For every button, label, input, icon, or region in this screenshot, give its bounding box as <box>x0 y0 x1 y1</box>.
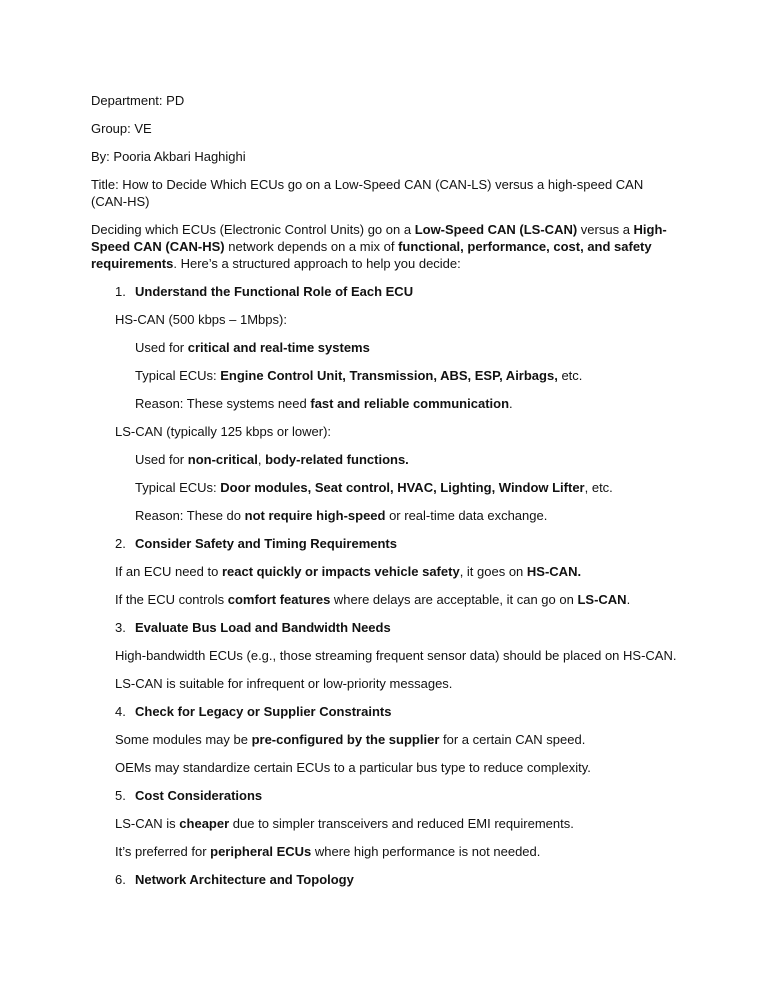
hs-can-reason: Reason: These systems need fast and reliable communication. <box>135 396 513 411</box>
section-4-paragraph-2: OEMs may standardize certain ECUs to a particular bus type to reduce complexity. <box>115 760 591 775</box>
section-2-heading: 2. Consider Safety and Timing Requirements <box>115 536 397 551</box>
ls-can-reason: Reason: These do not require high-speed or real-time data exchange. <box>135 508 548 523</box>
section-3-heading: 3. Evaluate Bus Load and Bandwidth Needs <box>115 620 391 635</box>
author-line: By: Pooria Akbari Haghighi <box>91 149 246 164</box>
section-5-paragraph-1: LS-CAN is cheaper due to simpler transceivers and reduced EMI requirements. <box>115 816 574 831</box>
ls-can-used-for: Used for non-critical, body-related functions. <box>135 452 409 467</box>
section-4-heading: 4. Check for Legacy or Supplier Constraints <box>115 704 392 719</box>
ls-can-typical-ecus: Typical ECUs: Door modules, Seat control, HVAC, Lighting, Window Lifter, etc. <box>135 480 613 495</box>
section-5-paragraph-2: It’s preferred for peripheral ECUs where high performance is not needed. <box>115 844 541 859</box>
hs-can-typical-ecus: Typical ECUs: Engine Control Unit, Transmission, ABS, ESP, Airbags, etc. <box>135 368 583 383</box>
hs-can-used-for: Used for critical and real-time systems <box>135 340 370 355</box>
intro-paragraph: Deciding which ECUs (Electronic Control Units) go on a Low-Speed CAN (LS-CAN) versus a High-Speed CAN (CAN-HS) network depends on a mix of functional, performance, cost, and safety requirements. Here’s a structured approach to help you decide: <box>91 222 667 271</box>
section-3-paragraph-1: High-bandwidth ECUs (e.g., those streaming frequent sensor data) should be placed on HS-CAN. <box>115 648 677 663</box>
ls-can-label: LS-CAN (typically 125 kbps or lower): <box>115 424 332 439</box>
section-1-heading: 1. Understand the Functional Role of Each ECU <box>115 284 414 299</box>
hs-can-label: HS-CAN (500 kbps – 1Mbps): <box>115 312 287 327</box>
section-3-paragraph-2: LS-CAN is suitable for infrequent or low-priority messages. <box>115 676 453 691</box>
department-line: Department: PD <box>91 93 185 108</box>
document-page <box>91 92 681 899</box>
section-6-heading: 6. Network Architecture and Topology <box>115 872 354 887</box>
group-line: Group: VE <box>91 121 152 136</box>
section-2-paragraph-2: If the ECU controls comfort features where delays are acceptable, it can go on LS-CAN. <box>115 592 631 607</box>
section-5-heading: 5. Cost Considerations <box>115 788 263 803</box>
section-2-paragraph-1: If an ECU need to react quickly or impacts vehicle safety, it goes on HS-CAN. <box>115 564 582 579</box>
title-line: Title: How to Decide Which ECUs go on a Low-Speed CAN (CAN-LS) versus a high-speed CAN (CAN-HS) <box>91 177 644 209</box>
section-4-paragraph-1: Some modules may be pre-configured by the supplier for a certain CAN speed. <box>115 732 586 747</box>
